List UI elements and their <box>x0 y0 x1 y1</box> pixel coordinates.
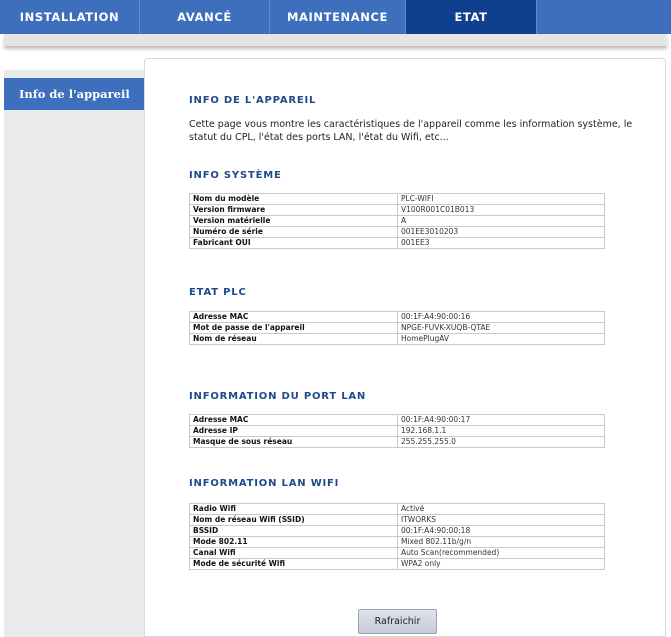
row-value: Mixed 802.11b/g/n <box>398 537 605 548</box>
row-value: 001EE3010203 <box>398 227 605 238</box>
table-row <box>190 227 605 238</box>
tab-maintenance[interactable]: MAINTENANCE <box>270 0 406 34</box>
row-value: 00:1F:A4:90:00:16 <box>398 312 605 323</box>
row-label: Adresse MAC <box>190 415 398 426</box>
row-label: Nom de réseau Wifi (SSID) <box>190 515 398 526</box>
row-label: Fabricant OUI <box>190 238 398 249</box>
sub-navigation-bar <box>4 34 667 46</box>
tab-avance[interactable]: AVANCÉ <box>140 0 270 34</box>
table-row <box>190 238 605 249</box>
wifi-info-table <box>189 503 605 570</box>
table-row <box>190 559 605 570</box>
table-row <box>190 216 605 227</box>
row-label: Radio Wifi <box>190 504 398 515</box>
sidebar-item-device-info[interactable] <box>4 78 144 110</box>
table-row <box>190 437 605 448</box>
refresh-button[interactable]: Rafraichir <box>358 609 437 634</box>
table-row <box>190 194 605 205</box>
section-title-system: INFO SYSTÈME <box>189 170 282 181</box>
table-row <box>190 312 605 323</box>
row-label: Version firmware <box>190 205 398 216</box>
row-value: V100R001C01B013 <box>398 205 605 216</box>
section-title-plc: ETAT PLC <box>189 287 247 298</box>
row-label: Nom de réseau <box>190 334 398 345</box>
row-label: Canal Wifi <box>190 548 398 559</box>
tab-etat[interactable]: ETAT <box>406 0 537 34</box>
table-row <box>190 515 605 526</box>
row-value: WPA2 only <box>398 559 605 570</box>
row-label: Version matérielle <box>190 216 398 227</box>
tab-installation[interactable]: INSTALLATION <box>0 0 140 34</box>
row-value: 192.168.1.1 <box>398 426 605 437</box>
plc-status-table <box>189 311 605 345</box>
row-value: A <box>398 216 605 227</box>
table-row <box>190 526 605 537</box>
row-label: Masque de sous réseau <box>190 437 398 448</box>
row-value: Auto Scan(recommended) <box>398 548 605 559</box>
row-value: PLC-WIFI <box>398 194 605 205</box>
row-value: 00:1F:A4:90:00:18 <box>398 526 605 537</box>
sidebar-item-label: Info de l'appareil <box>19 87 130 101</box>
lan-port-table <box>189 414 605 448</box>
page-description: Cette page vous montre les caractéristiques de l'appareil comme les information système, le statut du CPL, l'état des ports LAN, l'état du Wifi, etc... <box>189 119 633 143</box>
sidebar <box>4 70 144 637</box>
row-label: Mode de sécurité Wifi <box>190 559 398 570</box>
page-title: INFO DE L'APPAREIL <box>189 95 317 106</box>
table-row <box>190 334 605 345</box>
main-panel <box>144 58 666 637</box>
row-value: ITWORKS <box>398 515 605 526</box>
table-row <box>190 323 605 334</box>
row-label: Adresse IP <box>190 426 398 437</box>
row-label: Mode 802.11 <box>190 537 398 548</box>
table-row <box>190 548 605 559</box>
row-value: NPGE-FUVK-XUQB-QTAE <box>398 323 605 334</box>
table-row <box>190 504 605 515</box>
row-label: Mot de passe de l'appareil <box>190 323 398 334</box>
row-value: 001EE3 <box>398 238 605 249</box>
top-navigation <box>0 0 671 34</box>
row-value: 255.255.255.0 <box>398 437 605 448</box>
table-row <box>190 426 605 437</box>
row-value: Activé <box>398 504 605 515</box>
row-value: HomePlugAV <box>398 334 605 345</box>
row-label: BSSID <box>190 526 398 537</box>
section-title-wifi: INFORMATION LAN WIFI <box>189 478 340 489</box>
row-value: 00:1F:A4:90:00:17 <box>398 415 605 426</box>
system-info-table <box>189 193 605 249</box>
table-row <box>190 205 605 216</box>
nav-spacer <box>537 0 671 34</box>
section-title-lan: INFORMATION DU PORT LAN <box>189 391 367 402</box>
table-row <box>190 415 605 426</box>
row-label: Numéro de série <box>190 227 398 238</box>
row-label: Adresse MAC <box>190 312 398 323</box>
table-row <box>190 537 605 548</box>
row-label: Nom du modèle <box>190 194 398 205</box>
